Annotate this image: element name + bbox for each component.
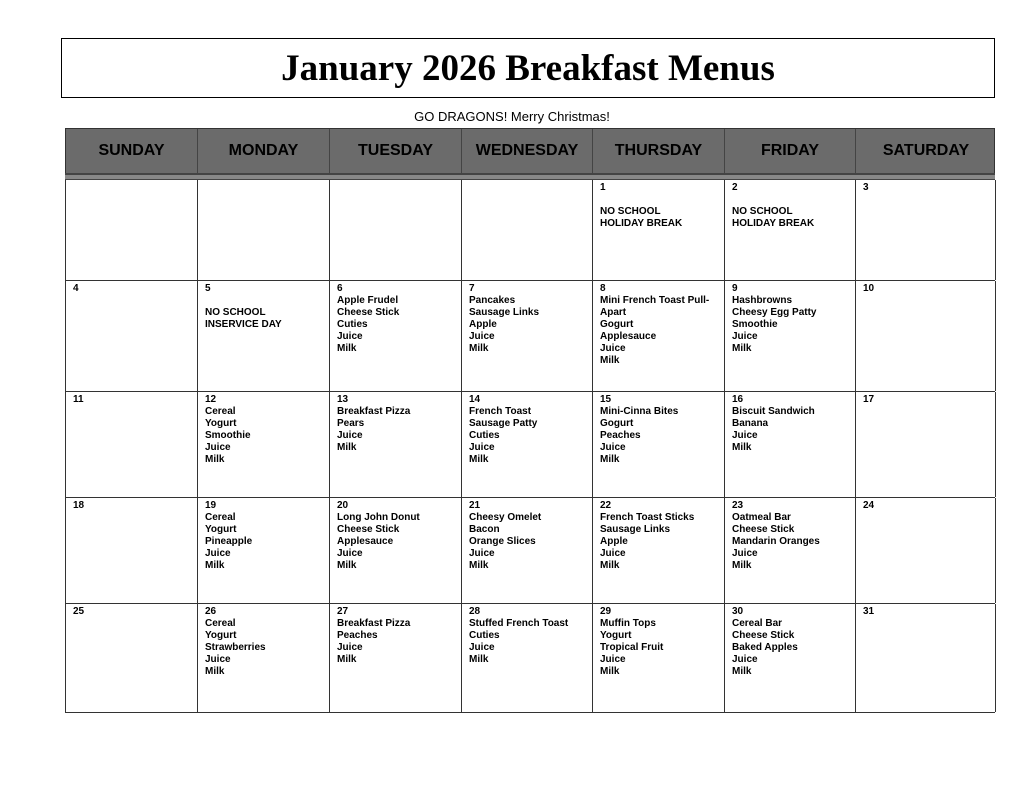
day-number: 12 <box>205 394 217 405</box>
day-cell <box>725 604 856 712</box>
menu-item: Smoothie <box>732 319 778 330</box>
day-cell <box>330 180 462 280</box>
menu-item: Juice <box>600 343 626 354</box>
calendar-week <box>65 498 995 604</box>
menu-item: Milk <box>732 666 752 677</box>
calendar-week <box>65 281 995 392</box>
day-number: 10 <box>863 283 875 294</box>
weekday-saturday: SATURDAY <box>882 142 970 159</box>
day-cell <box>856 180 996 280</box>
menu-item: HOLIDAY BREAK <box>732 218 815 229</box>
menu-item: Juice <box>205 548 231 559</box>
menu-item: Cheese Stick <box>732 524 795 535</box>
day-cell <box>856 392 996 497</box>
weekday-monday: MONDAY <box>198 129 330 173</box>
day-cell <box>593 281 725 391</box>
page-title: January 2026 Breakfast Menus <box>281 47 775 89</box>
menu-item: Peaches <box>337 630 378 641</box>
menu-item: French Toast <box>469 406 532 417</box>
menu-item: Gogurt <box>600 418 634 429</box>
menu-item <box>732 194 848 206</box>
menu-item: Juice <box>205 442 231 453</box>
day-number: 1 <box>600 182 606 193</box>
day-cell <box>330 281 462 391</box>
menu-item: Milk <box>205 666 225 677</box>
menu-item: Mandarin Oranges <box>732 536 820 547</box>
day-cell <box>66 281 198 391</box>
calendar-week <box>65 180 995 281</box>
menu-item: Juice <box>469 442 495 453</box>
menu-item: Bacon <box>469 524 500 535</box>
menu-item: Cuties <box>337 319 368 330</box>
day-cell <box>725 180 856 280</box>
menu-item: Yogurt <box>205 630 237 641</box>
day-number: 21 <box>469 500 481 511</box>
day-cell <box>330 392 462 497</box>
menu-item: Muffin Tops <box>600 618 656 629</box>
day-number: 29 <box>600 606 612 617</box>
menu-item: Milk <box>469 454 489 465</box>
day-number: 13 <box>337 394 349 405</box>
day-cell <box>593 180 725 280</box>
day-number: 14 <box>469 394 481 405</box>
day-number: 15 <box>600 394 612 405</box>
weekday-sunday: SUNDAY <box>66 129 198 173</box>
day-cell <box>725 498 856 603</box>
day-cell <box>66 392 198 497</box>
menu-item: Cuties <box>469 630 500 641</box>
day-number: 18 <box>73 500 85 511</box>
menu-item: Juice <box>732 654 758 665</box>
menu-item: Cheese Stick <box>337 307 400 318</box>
day-number: 7 <box>469 283 475 294</box>
menu-item: Pears <box>337 418 365 429</box>
menu-item: Cereal <box>205 406 236 417</box>
menu-item: Milk <box>469 654 489 665</box>
menu-item: Orange Slices <box>469 536 536 547</box>
menu-item: Milk <box>469 343 489 354</box>
menu-item <box>600 194 717 206</box>
day-cell <box>725 392 856 497</box>
menu-item: Juice <box>337 331 363 342</box>
menu-item: Juice <box>469 548 495 559</box>
day-cell <box>198 604 330 712</box>
menu-item: Juice <box>469 642 495 653</box>
menu-item: Cereal <box>205 618 236 629</box>
menu-item: Apple Frudel <box>337 295 399 306</box>
menu-item: Juice <box>337 642 363 653</box>
menu-item: Juice <box>469 331 495 342</box>
menu-item: Milk <box>600 560 620 571</box>
menu-item: Breakfast Pizza <box>337 618 411 629</box>
subtitle: GO DRAGONS! Merry Christmas! <box>414 109 610 124</box>
calendar-week <box>65 604 995 713</box>
menu-item: Smoothie <box>205 430 251 441</box>
calendar <box>65 128 995 713</box>
day-number: 3 <box>863 182 869 193</box>
weekday-wednesday: WEDNESDAY <box>462 129 593 173</box>
menu-item: Pineapple <box>205 536 253 547</box>
menu-item: Milk <box>337 343 357 354</box>
menu-item: Cereal Bar <box>732 618 783 629</box>
menu-item: Peaches <box>600 430 641 441</box>
menu-item: Milk <box>600 454 620 465</box>
menu-item: Biscuit Sandwich <box>732 406 815 417</box>
weekday-friday: FRIDAY <box>725 129 856 173</box>
menu-item: Sausage Links <box>600 524 671 535</box>
day-cell <box>462 392 593 497</box>
day-number: 25 <box>73 606 85 617</box>
day-number: 6 <box>337 283 343 294</box>
day-number: 24 <box>863 500 875 511</box>
day-cell <box>856 498 996 603</box>
menu-item: Baked Apples <box>732 642 798 653</box>
day-number: 8 <box>600 283 606 294</box>
menu-item: Stuffed French Toast <box>469 618 569 629</box>
menu-item: Breakfast Pizza <box>337 406 411 417</box>
menu-item: Sausage Links <box>469 307 540 318</box>
menu-item: Sausage Patty <box>469 418 538 429</box>
menu-item: Tropical Fruit <box>600 642 664 653</box>
day-cell <box>856 604 996 712</box>
day-number: 23 <box>732 500 744 511</box>
menu-item: NO SCHOOL <box>205 307 266 318</box>
day-cell <box>462 498 593 603</box>
calendar-week <box>65 392 995 498</box>
title-box <box>61 38 995 98</box>
day-cell <box>462 180 593 280</box>
menu-item: Long John Donut <box>337 512 420 523</box>
menu-item: Apart <box>600 307 627 318</box>
menu-item: Cheesy Omelet <box>469 512 542 523</box>
day-number: 2 <box>732 182 738 193</box>
menu-item: Juice <box>732 331 758 342</box>
menu-item: Cheesy Egg Patty <box>732 307 817 318</box>
menu-item: Hashbrowns <box>732 295 793 306</box>
day-number: 4 <box>73 283 79 294</box>
menu-item: Milk <box>732 560 752 571</box>
menu-item: Cheese Stick <box>337 524 400 535</box>
day-cell <box>593 392 725 497</box>
menu-item: Milk <box>205 454 225 465</box>
menu-item: Milk <box>732 343 752 354</box>
menu-item: Juice <box>337 430 363 441</box>
menu-item: Banana <box>732 418 769 429</box>
day-number: 11 <box>73 394 84 405</box>
day-cell <box>66 604 198 712</box>
day-number: 17 <box>863 394 875 405</box>
menu-item: Mini French Toast Pull- <box>600 295 710 306</box>
day-cell <box>593 604 725 712</box>
menu-item: Juice <box>337 548 363 559</box>
menu-item: Milk <box>337 442 357 453</box>
day-number: 27 <box>337 606 349 617</box>
day-number: 26 <box>205 606 217 617</box>
menu-item: Strawberries <box>205 642 266 653</box>
menu-item: Juice <box>600 548 626 559</box>
day-cell <box>330 604 462 712</box>
menu-item: INSERVICE DAY <box>205 319 282 330</box>
menu-item: Milk <box>600 355 620 366</box>
menu-item: Milk <box>205 560 225 571</box>
menu-item: Milk <box>469 560 489 571</box>
day-number: 22 <box>600 500 612 511</box>
menu-item: Oatmeal Bar <box>732 512 791 523</box>
menu-item: HOLIDAY BREAK <box>600 218 683 229</box>
menu-item: Milk <box>337 654 357 665</box>
day-cell <box>198 498 330 603</box>
day-cell <box>198 392 330 497</box>
menu-item: Juice <box>600 442 626 453</box>
menu-item: Cereal <box>205 512 236 523</box>
day-cell <box>856 281 996 391</box>
day-number: 19 <box>205 500 217 511</box>
day-number: 31 <box>863 606 875 617</box>
weeks <box>65 180 995 713</box>
day-number: 20 <box>337 500 349 511</box>
menu-item: Milk <box>732 442 752 453</box>
menu-item: Mini-Cinna Bites <box>600 406 679 417</box>
day-number: 16 <box>732 394 744 405</box>
day-cell <box>462 604 593 712</box>
menu-item: Juice <box>732 548 758 559</box>
menu-item: Milk <box>337 560 357 571</box>
menu-item: Cuties <box>469 430 500 441</box>
menu-item: Milk <box>600 666 620 677</box>
menu-item: Apple <box>469 319 497 330</box>
menu-item: Applesauce <box>600 331 657 342</box>
menu-item: NO SCHOOL <box>600 206 661 217</box>
day-cell <box>593 498 725 603</box>
menu-item: Yogurt <box>205 418 237 429</box>
menu-item: Cheese Stick <box>732 630 795 641</box>
day-cell <box>198 281 330 391</box>
menu-item: Juice <box>732 430 758 441</box>
weekday-tuesday: TUESDAY <box>330 129 462 173</box>
menu-item: NO SCHOOL <box>732 206 793 217</box>
day-cell <box>66 498 198 603</box>
day-number: 28 <box>469 606 481 617</box>
weekday-header <box>65 128 995 173</box>
day-number: 30 <box>732 606 744 617</box>
day-number: 5 <box>205 283 211 294</box>
menu-item: Gogurt <box>600 319 634 330</box>
day-cell <box>725 281 856 391</box>
menu-item: Apple <box>600 536 628 547</box>
menu-item: Pancakes <box>469 295 516 306</box>
weekday-thursday: THURSDAY <box>593 129 725 173</box>
day-number: 9 <box>732 283 738 294</box>
header-divider <box>65 173 995 180</box>
menu-item: Applesauce <box>337 536 394 547</box>
day-cell <box>198 180 330 280</box>
day-cell <box>66 180 198 280</box>
menu-item: French Toast Sticks <box>600 512 695 523</box>
menu-item: Juice <box>600 654 626 665</box>
day-cell <box>330 498 462 603</box>
menu-item: Juice <box>205 654 231 665</box>
menu-item: Yogurt <box>205 524 237 535</box>
menu-item <box>205 295 322 307</box>
day-cell <box>462 281 593 391</box>
menu-item: Yogurt <box>600 630 632 641</box>
